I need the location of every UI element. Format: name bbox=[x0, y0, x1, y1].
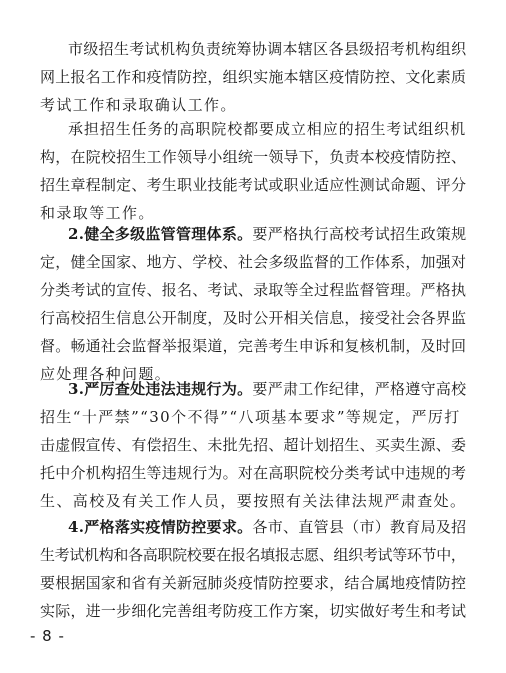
text-line bbox=[40, 464, 466, 482]
body-text: 应处理各种问题。 bbox=[40, 365, 172, 383]
body-text: 定，健全国家、地方、学校、社会多级监督的工作体系，加强对 bbox=[40, 253, 467, 271]
body-text: 生考试机构和各高职院校要在报名填报志愿、组织考试等环节中， bbox=[40, 546, 466, 564]
text-line bbox=[40, 546, 466, 564]
body-text: 要根据国家和省有关新冠肺炎疫情防控要求，结合属地疫情防控 bbox=[40, 574, 467, 592]
body-text: 击虚假宣传、有偿招生、未批先招、超计划招生、买卖生源、委 bbox=[40, 436, 467, 454]
body-text: 各市、直管县（市）教育局及招 bbox=[252, 518, 467, 536]
body-text: 承担招生任务的高职院校都要成立相应的招生考试组织机 bbox=[68, 120, 467, 138]
section-heading: 3.严厉查处违法违规行为。 bbox=[68, 380, 253, 398]
body-text: 网上报名工作和疫情防控，组织实施本辖区疫情防控、文化素质 bbox=[40, 68, 467, 86]
body-text: 实际，进一步细化完善组考防疫工作方案，切实做好考生和考试 bbox=[40, 602, 467, 620]
text-line bbox=[40, 337, 466, 355]
text-line bbox=[68, 40, 466, 58]
text-line bbox=[40, 253, 466, 271]
body-text: 生、高校及有关工作人员，要按照有关法律法规严肃查处。 bbox=[40, 492, 467, 510]
text-line bbox=[40, 309, 466, 327]
text-line bbox=[40, 176, 466, 194]
text-line bbox=[40, 574, 466, 592]
page-number: - 8 - bbox=[30, 627, 65, 645]
body-text: 和录取等工作。 bbox=[40, 204, 155, 222]
body-text: 督。畅通社会监督举报渠道，完善考生申诉和复核机制，及时回 bbox=[40, 337, 467, 355]
section-heading: 4.严格落实疫情防控要求。 bbox=[68, 518, 253, 536]
text-line bbox=[68, 518, 466, 536]
body-text: 行高校招生信息公开制度，及时公开相关信息，接受社会各界监 bbox=[40, 309, 467, 327]
text-line bbox=[40, 96, 237, 114]
body-text: 招生“十严禁”“30个不得”“八项基本要求”等规定，严厉打 bbox=[40, 408, 461, 426]
body-text: 要严格执行高校考试招生政策规 bbox=[252, 225, 467, 243]
body-text: 构，在院校招生工作领导小组统一领导下，负责本校疫情防控、 bbox=[40, 148, 467, 166]
body-text: 招生章程制定、考生职业技能考试或职业适应性测试命题、评分 bbox=[40, 176, 467, 194]
text-line bbox=[40, 204, 155, 222]
body-text: 分类考试的宣传、报名、考试、录取等全过程监督管理。严格执 bbox=[40, 281, 467, 299]
text-line bbox=[40, 408, 461, 426]
text-line bbox=[40, 148, 466, 166]
text-line bbox=[40, 436, 466, 454]
body-text: 市级招生考试机构负责统筹协调本辖区各县级招考机构组织 bbox=[68, 40, 467, 58]
text-line bbox=[68, 120, 466, 138]
body-text: 考试工作和录取确认工作。 bbox=[40, 96, 237, 114]
body-text: 托中介机构招生等违规行为。对在高职院校分类考试中违规的考 bbox=[40, 464, 467, 482]
text-line bbox=[40, 281, 466, 299]
section-heading: 2.健全多级监管管理体系。 bbox=[68, 225, 253, 243]
text-line bbox=[40, 602, 466, 620]
text-line bbox=[40, 492, 466, 510]
body-text: 要严肃工作纪律，严格遵守高校 bbox=[252, 380, 467, 398]
text-line bbox=[68, 380, 466, 398]
text-line bbox=[40, 68, 466, 86]
text-line bbox=[68, 225, 466, 243]
